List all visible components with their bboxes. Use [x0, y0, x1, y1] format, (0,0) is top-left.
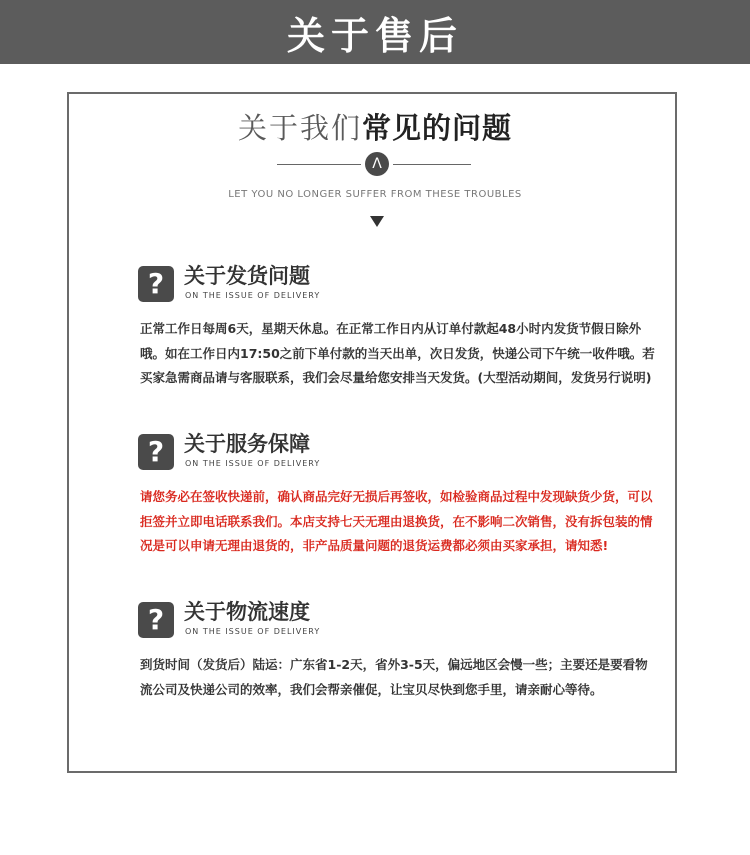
section-subtitle: ON THE ISSUE OF DELIVERY: [185, 459, 321, 468]
question-icon: ?: [138, 266, 174, 302]
divider-line-left: [277, 164, 361, 165]
down-arrow-icon: [370, 216, 384, 227]
section-title: 关于物流速度: [184, 600, 310, 624]
section-subtitle: ON THE ISSUE OF DELIVERY: [185, 627, 321, 636]
caret-up-icon: Λ: [365, 152, 389, 176]
section-title: 关于服务保障: [184, 432, 310, 456]
heading-divider: [0, 152, 750, 176]
section-body: 正常工作日每周6天，星期天休息。在正常工作日内从订单付款起48小时内发货节假日除外哦。如在工作日内17:50之前下单付款的当天出单，次日发货，快递公司下午统一收件哦。若买家急需商品请与客服联系，我们会尽量给您安排当天发货。(大型活动期间，发货另行说明): [140, 321, 655, 385]
banner-title: 关于售后: [286, 13, 463, 58]
heading-light-text: 关于我们: [237, 111, 362, 145]
section-title: 关于发货问题: [184, 264, 310, 288]
heading-bold-text: 常见的问题: [362, 111, 513, 145]
section-body: 到货时间（发货后）陆运：广东省1-2天，省外3-5天，偏远地区会慢一些；主要还是要看物流公司及快递公司的效率，我们会帮亲催促，让宝贝尽快到您手里，请亲耐心等待。: [140, 657, 648, 697]
divider-line-right: [393, 164, 471, 165]
faq-heading: [0, 106, 750, 147]
question-icon: ?: [138, 434, 174, 470]
section-body: 请您务必在签收快递前，确认商品完好无损后再签收，如检验商品过程中发现缺货少货，可以拒签并立即电话联系我们。本店支持七天无理由退换货，在不影响二次销售，没有拆包装的情况是可以申请无理由退货的，非产品质量问题的退货运费都必须由买家承担，请知悉!: [140, 489, 653, 553]
section-subtitle: ON THE ISSUE OF DELIVERY: [185, 291, 321, 300]
question-icon: ?: [138, 602, 174, 638]
heading-subtitle: LET YOU NO LONGER SUFFER FROM THESE TROUBLES: [228, 189, 522, 200]
header-banner: [0, 0, 750, 64]
